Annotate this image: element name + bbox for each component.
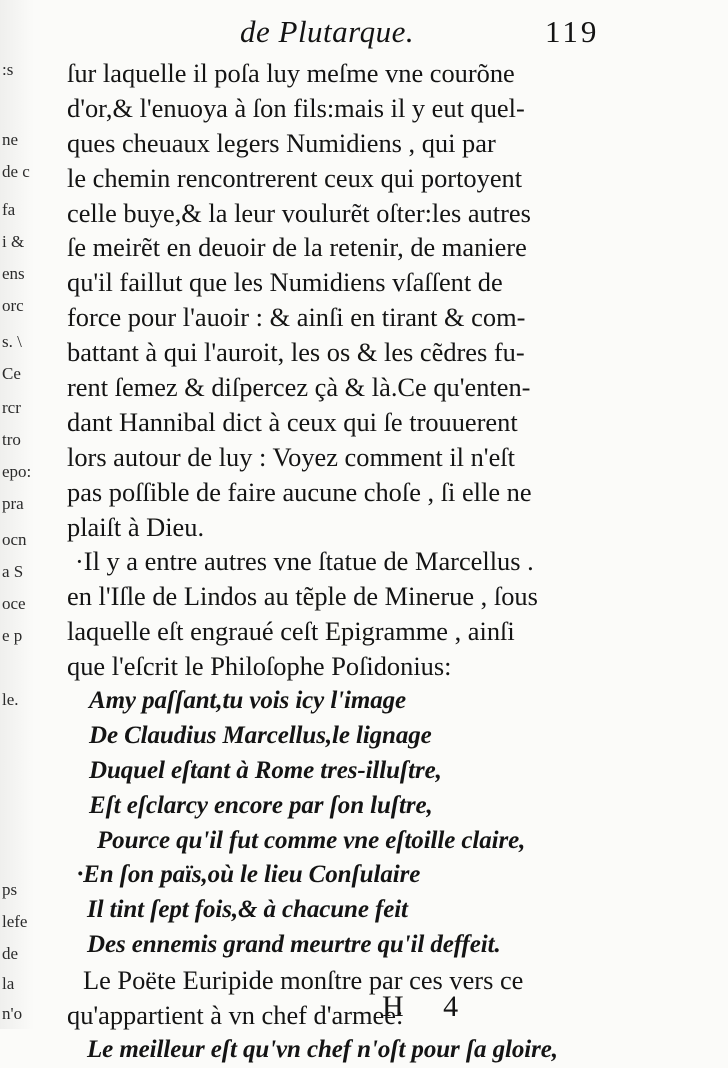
- text-line: rent ſemez & diſpercez çà & là.Ce qu'enten-: [67, 372, 531, 403]
- margin-fragment: n'o: [2, 1004, 23, 1023]
- margin-fragment: oce: [2, 594, 26, 613]
- text-line: le chemin rencontrerent ceux qui portoyent: [67, 162, 523, 193]
- margin-fragment: a S: [2, 562, 24, 581]
- text-line: ſe meirẽt en deuoir de la retenir, de maniere: [67, 232, 527, 263]
- text-line: qu'il faillut que les Numidiens vſaſſent de: [67, 267, 503, 298]
- text-line: Le Poëte Euripide monſtre par ces vers ce: [83, 965, 524, 996]
- margin-fragment: la: [2, 974, 15, 993]
- text-line: que l'eſcrit le Philoſophe Poſidonius:: [67, 651, 452, 682]
- text-line: en l'Iſle de Lindos au tẽple de Minerue , ſous: [67, 581, 538, 612]
- text-line: qu'appartient à vn chef d'armee:: [67, 1000, 404, 1031]
- margin-fragment: ocn: [2, 530, 27, 549]
- margin-fragment: le.: [2, 690, 19, 709]
- epigram-line: ·En ſon païs,où le lieu Conſulaire: [77, 861, 421, 889]
- text-line: force pour l'auoir : & ainſi en tirant & com-: [67, 302, 526, 333]
- text-line: dant Hannibal dict à ceux qui ſe trouuerent: [67, 406, 518, 437]
- text-line: pas poſſible de faire aucune choſe , ſi elle ne: [67, 476, 532, 507]
- margin-fragment: de c: [2, 162, 30, 181]
- signature-mark: H 4: [382, 990, 475, 1023]
- text-line: celle buye,& la leur voulurẽt oſter:les autres: [67, 197, 531, 228]
- margin-fragment: fa: [2, 200, 16, 219]
- margin-fragment: pra: [2, 494, 24, 513]
- margin-fragment: tro: [2, 430, 21, 449]
- text-line: ·Il y a entre autres vne ſtatue de Marcellus .: [75, 546, 534, 577]
- margin-fragment: lefe: [2, 912, 28, 931]
- margin-fragment: e p: [2, 626, 23, 645]
- margin-fragment: de: [2, 944, 19, 963]
- margin-fragment: i &: [2, 232, 25, 251]
- epigram-line: Duquel eſtant à Rome tres-illuſtre,: [89, 756, 442, 784]
- page-header: [0, 14, 728, 54]
- page-number: 119: [545, 14, 600, 49]
- margin-fragment: rcr: [2, 398, 21, 417]
- text-line: battant à qui l'auroit, les os & les cẽdres fu-: [67, 337, 525, 368]
- margin-fragment: ps: [2, 880, 18, 899]
- epigram-line: Amy paſſant,tu vois icy l'image: [89, 687, 407, 715]
- margin-fragment: :s: [2, 60, 14, 79]
- margin-fragment: s. \: [2, 332, 22, 351]
- epigram-line: Il tint ſept fois,& à chacune feit: [87, 896, 408, 924]
- margin-fragment: ens: [2, 264, 25, 283]
- text-line: ſur laquelle il poſa luy meſme vne courõne: [67, 58, 515, 88]
- margin-fragment: epo:: [2, 462, 32, 481]
- text-line: d'or,& l'enuoya à ſon fils:mais il y eut quel-: [67, 92, 525, 123]
- epigram-line: Eſt eſclarcy encore par ſon luſtre,: [89, 791, 433, 819]
- epigram-line: Pource qu'il fut comme vne eſtoille claire,: [97, 826, 526, 854]
- running-title: de Plutarque.: [240, 14, 415, 49]
- epigram-line: Le meilleur eſt qu'vn chef n'oſt pour ſa gloire,: [87, 1035, 558, 1063]
- margin-fragment: orc: [2, 296, 24, 315]
- epigram-line: Des ennemis grand meurtre qu'il deffeit.: [87, 931, 501, 959]
- epigram-line: De Claudius Marcellus,le lignage: [89, 721, 432, 749]
- text-line: plaiſt à Dieu.: [67, 511, 205, 542]
- body-text: [67, 56, 627, 1068]
- text-line: laquelle eſt engraué ceſt Epigramme , ainſi: [67, 616, 515, 647]
- page-footer: [0, 990, 728, 1026]
- text-line: ques cheuaux legers Numidiens , qui par: [67, 127, 496, 158]
- margin-fragment: Ce: [2, 364, 21, 383]
- text-line: lors autour de luy : Voyez comment il n'eſt: [67, 441, 515, 472]
- facing-page-edge: [0, 0, 34, 1029]
- margin-fragment: ne: [2, 130, 19, 149]
